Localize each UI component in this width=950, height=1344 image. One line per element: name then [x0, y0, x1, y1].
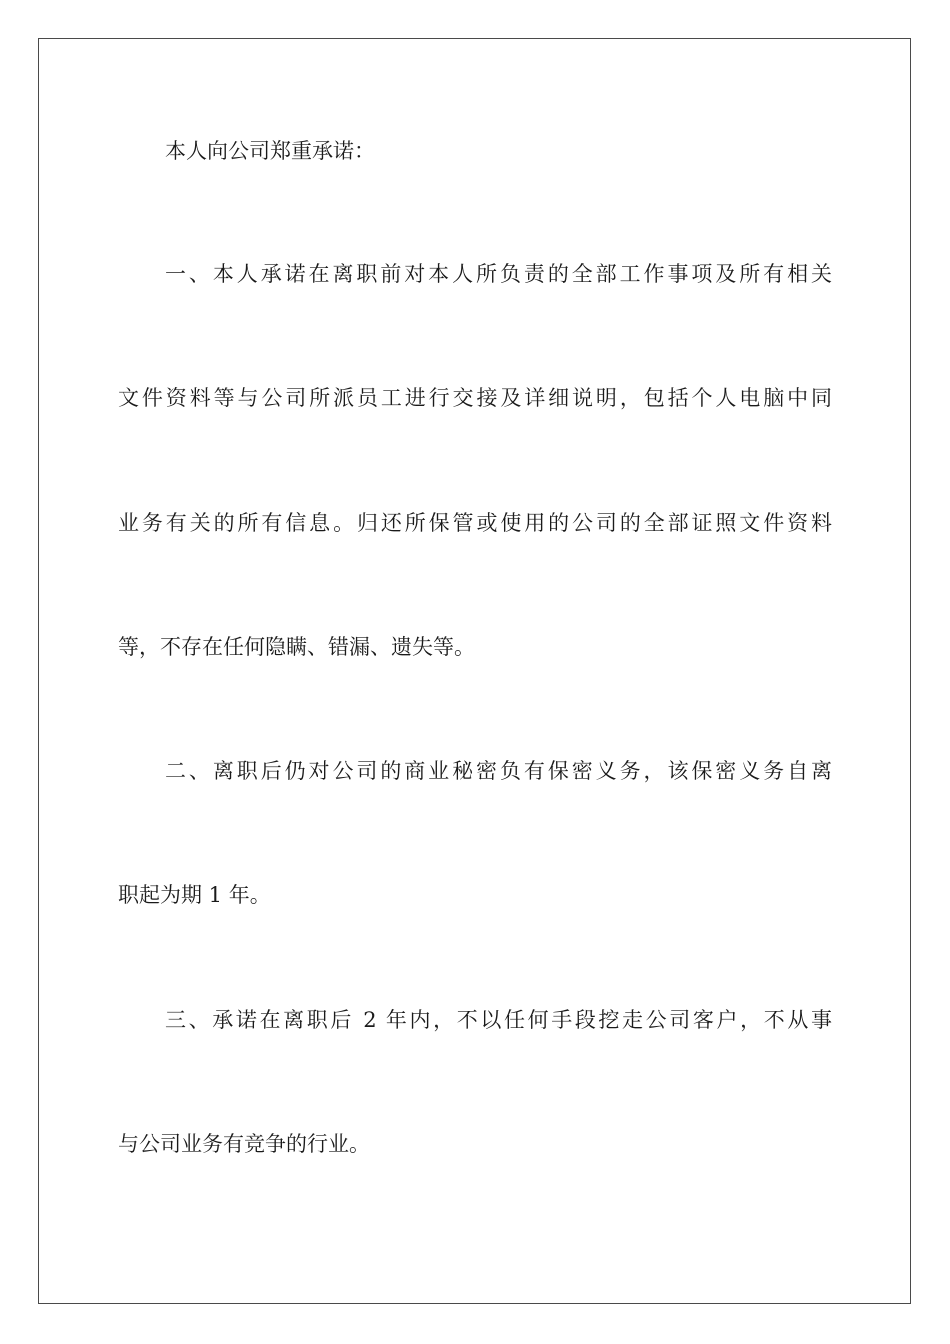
clause-1-line-3: 业务有关的所有信息。归还所保管或使用的公司的全部证照文件资料	[118, 511, 832, 535]
intro-line: 本人向公司郑重承诺：	[165, 139, 375, 163]
clause-1-line-4: 等，不存在任何隐瞒、错漏、遗失等。	[118, 635, 475, 659]
page-border	[38, 38, 911, 1304]
clause-1-line-2: 文件资料等与公司所派员工进行交接及详细说明，包括个人电脑中同	[118, 386, 832, 410]
clause-1-line-1: 一、本人承诺在离职前对本人所负责的全部工作事项及所有相关	[165, 262, 832, 286]
clause-2-line-1: 二、离职后仍对公司的商业秘密负有保密义务，该保密义务自离	[165, 759, 832, 783]
clause-3-line-1: 三、承诺在离职后 2 年内，不以任何手段挖走公司客户，不从事	[165, 1008, 832, 1032]
clause-2-line-2: 职起为期 1 年。	[118, 883, 271, 907]
clause-3-line-2: 与公司业务有竞争的行业。	[118, 1132, 370, 1156]
